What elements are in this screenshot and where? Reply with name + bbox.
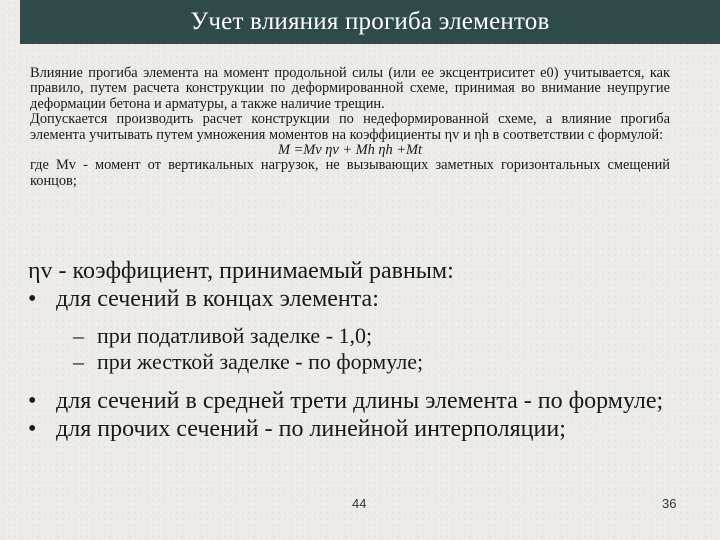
moment-formula: M =Mv ηv + Mh ηh +Mt bbox=[277, 142, 423, 159]
sub-list-item bbox=[28, 349, 678, 375]
coefficient-list bbox=[28, 257, 678, 443]
list-item bbox=[28, 285, 678, 313]
intro-paragraph-1: Влияние прогиба элемента на момент продольной силы (или ее эксцентриситет e0) учитывается, как правило, путем расчета конструкции по деформированной схеме, принимая во внимание неупругие деформации бетона и арматуры, а также наличие трещин. bbox=[30, 65, 670, 112]
sub-list-item bbox=[28, 323, 678, 349]
dash-icon: – bbox=[73, 349, 84, 374]
sub-text-2: при жесткой заделке - по формуле; bbox=[97, 349, 424, 374]
list-item bbox=[28, 387, 678, 415]
bullet-text-2: для сечений в средней трети длины элемента - по формуле; bbox=[56, 388, 664, 414]
bullet-text-3: для прочих сечений - по линейной интерполяции; bbox=[56, 416, 566, 442]
page-number-right: 36 bbox=[662, 496, 677, 511]
intro-paragraph-3: где Mv - момент от вертикальных нагрузок, не вызывающих заметных горизонтальных смещений концов; bbox=[30, 157, 670, 189]
page-number-center: 44 bbox=[352, 496, 367, 511]
bullet-text-1: для сечений в концах элемента: bbox=[56, 286, 379, 312]
bullet-icon: • bbox=[28, 286, 37, 312]
bullet-icon: • bbox=[28, 388, 37, 414]
slide-title bbox=[20, 0, 720, 44]
intro-paragraph-2: Допускается производить расчет конструкции по недеформированной схеме, а влияние прогиба элемента учитывать путем умножения моментов на коэффициенты ηv и ηh в соответствии с формулой: bbox=[30, 111, 670, 143]
slide-title-text: Учет влияния прогиба элементов bbox=[190, 8, 550, 35]
intro-text bbox=[30, 66, 670, 189]
bullet-icon: • bbox=[28, 416, 37, 442]
coefficient-line: ηv - коэффициент, принимаемый равным: bbox=[28, 258, 454, 284]
list-item bbox=[28, 415, 678, 443]
dash-icon: – bbox=[73, 323, 84, 348]
sub-text-1: при податливой заделке - 1,0; bbox=[97, 323, 373, 348]
